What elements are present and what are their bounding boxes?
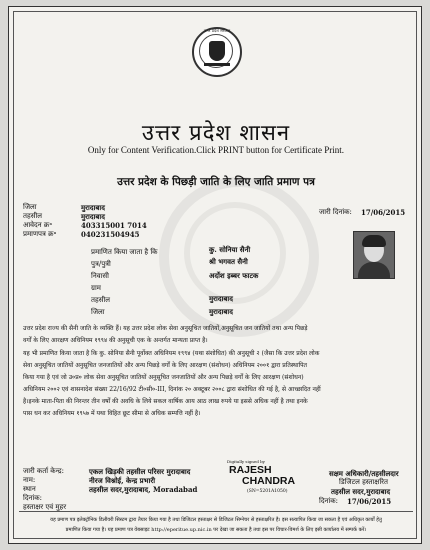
person-tehsil-value: मुरादाबाद <box>209 294 233 303</box>
certificate-body-line: सेवा अनुसूचित जातियों अनुसूचित जनजातियों और अन्य पिछड़े वर्गों के लिए आरक्षण (संशोधन) अधिनियम २००१ द्वारा प्रतिस्थापित <box>23 362 308 369</box>
certificate-no-label: प्रमाणपत्र क्र॰ <box>23 230 57 238</box>
footer-note: प्रमाणित किया गया है। यह प्रमाण पत्र वेबसाइट http://eperitue.up.nic.in पर देखा जा सकता है तथा इस पर विचार-विमर्श के लिए इसी कार्यालय में सम्पर्क करें। <box>65 527 367 533</box>
page-title: उत्तर प्रदेश शासन <box>141 121 291 146</box>
tehsil-label: तहसील <box>23 212 42 220</box>
candidate-photo <box>353 231 395 279</box>
operator-value: नीरज विश्नोई, केन्द्र प्रभारी <box>89 476 156 485</box>
footer-divider <box>19 511 413 512</box>
signature-seal-label: हस्ताक्षर एवं मुहर <box>23 503 67 511</box>
person-district-label: जिला <box>91 308 105 316</box>
verification-note: Only for Content Verification.Click PRINT button for Certificate Print. <box>87 145 345 155</box>
footer-date-label: दिनांक: <box>23 494 42 502</box>
district-label: जिला <box>23 203 37 211</box>
certificate-body-line: वर्गों के लिए आरक्षण अधिनियम १९९४ की अनुसूची एक के अन्तर्गत मान्यता प्राप्त है। <box>23 337 208 344</box>
place-label: स्थान <box>23 485 36 493</box>
signer-serial: (SN=5201A1050) <box>247 489 288 494</box>
digitally-signed-by: Digitally signed by <box>227 459 265 464</box>
district-value: मुरादाबाद <box>81 203 105 212</box>
signer-name-line1: RAJESH <box>229 464 272 476</box>
person-tehsil-label: तहसील <box>91 296 110 304</box>
authority-date-value: 17/06/2015 <box>347 497 392 506</box>
certificate-body-line: उत्तर प्रदेश राज्य की सैनी जाति के व्यक्ति हैं। यह उत्तर प्रदेश लोक सेवा अनुसूचित जातियों,अनुसूचित जन जातियों तथा अन्य पिछड़े <box>23 325 308 332</box>
resident-label: निवासी <box>91 272 109 280</box>
issuing-center-label: जारी कर्ता केन्द्र: <box>23 467 64 475</box>
certificate-page <box>8 6 422 544</box>
authority-office: तहसील सदर,मुरादाबाद <box>331 487 391 496</box>
operator-label: नाम: <box>23 476 36 484</box>
father-name: श्री भगवत सैनी <box>209 257 248 266</box>
certificate-body-line: अधिनियम २००२ एवं शासनादेश संख्या 22/16/92 टी०सी०-III, दिनांक २० अक्टूबर २००८ द्वारा संशोधित की गई है, से आच्छादित नहीं <box>23 386 321 393</box>
certificate-body-line: पास धन कर अधिनियम १९५७ में यथा विहित छूट सीमा से अधिक सम्पत्ति नहीं है। <box>23 410 201 417</box>
application-no-label: आवेदन क्र॰ <box>23 221 53 229</box>
place-value: तहसील सदर,मुरादाबाद, Moradabad <box>89 485 198 494</box>
certificate-heading: उत्तर प्रदेश के पिछड़ी जाति के लिए जाति प्रमाण पत्र <box>117 176 315 188</box>
person-district-value: मुरादाबाद <box>209 307 233 316</box>
issue-date-label: जारी दिनांक: <box>319 208 352 216</box>
digitally-signed-label: डिजिटल हस्ताक्षरित <box>339 478 388 486</box>
competent-authority: सक्षम अधिकारी/तहसीलदार <box>329 469 399 478</box>
candidate-name: कु. सोनिया सैनी <box>209 245 251 254</box>
emblem-text: उत्तर प्रदेश सरकार <box>203 28 231 33</box>
signer-name-line2: CHANDRA <box>242 475 296 487</box>
application-no-value: 403315001 7014 <box>81 221 147 230</box>
certificate-body-line: यह भी प्रमाणित किया जाता है कि कु. सोनिया सैनी पूर्वोक्त अधिनियम १९९४ (यथा संशोधित) की अनुसूची २ (जैसा कि उत्तर प्रदेश लोक <box>23 350 320 357</box>
issuing-center-value: एकल खिड़की तहसील परिसर मुरादाबाद <box>89 467 191 476</box>
up-government-emblem <box>192 27 242 77</box>
village-label: ग्राम <box>91 284 101 292</box>
certificate-body-line: किया गया है एवं जो उ०प्र० लोक सेवा अनुसूचित जातियों अनुसूचित जनजातियों और अन्य पिछड़े वर्गों के लिए आरक्षण (संशोधन) <box>23 374 304 381</box>
issue-date-value: 17/06/2015 <box>361 208 406 217</box>
certify-intro: प्रमाणित किया जाता है कि <box>91 248 158 256</box>
certificate-no-value: 040231504945 <box>81 230 140 239</box>
father-label: पुत्र/पुत्री <box>91 260 111 268</box>
resident-value: अर्दोश इब्बर फाटक <box>209 271 259 280</box>
certificate-body-line: है।इनके माता-पिता की निरन्तर तीन वर्षों की अवधि के लिये सकल वार्षिक आय आठ लाख रुपये या इससे अधिक नहीं है तथा इनके <box>23 398 308 405</box>
footer-note: यह प्रमाण पत्र इलेक्ट्रॉनिक डिलीवरी सिस्टम द्वारा तैयार किया गया है तथा डिजिटल हस्ताक्षर से डिजिटल सिग्नेचर से हस्ताक्षरित है। इस सत्यापित किया जा सकता है एवं अधिकृत कार्यों हेतु <box>50 517 382 523</box>
tehsil-value: मुरादाबाद <box>81 212 105 221</box>
authority-date-label: दिनांक: <box>319 497 338 505</box>
